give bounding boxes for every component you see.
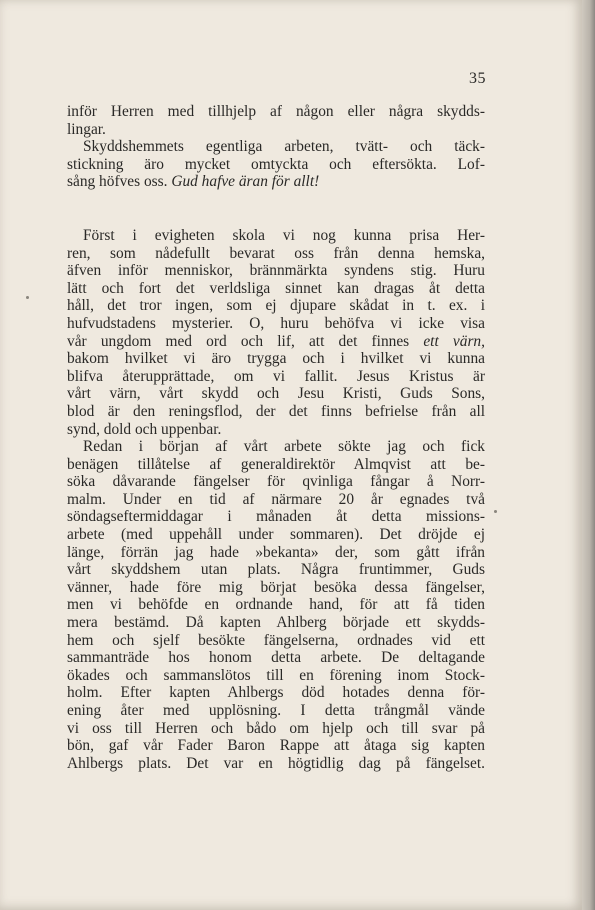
text-line xyxy=(67,579,485,597)
text-line xyxy=(67,438,485,456)
line-text: håll, det tror ingen, som ej djupare skådat in t. ex. i xyxy=(67,297,485,315)
line-text: vårt skyddshem utan plats. Några fruntimmer, Guds xyxy=(67,561,485,579)
text-line xyxy=(67,755,485,773)
text-line xyxy=(67,368,485,386)
text-line xyxy=(67,385,485,403)
text-line xyxy=(67,121,485,139)
text-line xyxy=(67,156,485,174)
text-line xyxy=(67,667,485,685)
text-line xyxy=(67,544,485,562)
text-line xyxy=(67,632,485,650)
line-text: vårt värn, vårt skydd och Jesu Kristi, Guds Sons, xyxy=(67,385,485,403)
line-text: söndagseftermiddagar i månaden åt detta missions- xyxy=(67,508,485,526)
text-line xyxy=(67,138,485,156)
italic-phrase: Gud hafve äran för allt! xyxy=(171,173,320,191)
text-line xyxy=(67,508,485,526)
paper-speck xyxy=(26,296,29,299)
text-line xyxy=(67,473,485,491)
line-text: blifva återupprättade, om vi fallit. Jesus Kristus är xyxy=(67,367,485,385)
line-text: vår ungdom med ord och lif, att det finnes xyxy=(67,332,410,350)
text-line xyxy=(67,702,485,720)
line-text: Först i evigheten skola vi nog kunna prisa Her- xyxy=(83,226,485,244)
line-text: äfven inför menniskor, brännmärkta syndens stig. Huru xyxy=(67,262,485,280)
page-edge-shadow xyxy=(582,0,595,910)
body-text xyxy=(67,103,485,772)
section-gap xyxy=(67,191,485,227)
text-line xyxy=(67,526,485,544)
text-line xyxy=(67,456,485,474)
line-text: vänner, hade före mig börjat besöka dessa fängelser, xyxy=(67,578,485,596)
line-text: blod är den reningsflod, der det finns befrielse från all xyxy=(67,402,485,420)
text-line xyxy=(67,684,485,702)
line-text: hem och sjelf besökte fängelserna, ordnades vid ett xyxy=(67,631,485,649)
text-line xyxy=(67,596,485,614)
text-line xyxy=(67,491,485,509)
text-line xyxy=(67,421,485,439)
line-text: hufvudstadens mysterier. O, huru behöfva vi icke visa xyxy=(67,314,485,332)
text-line xyxy=(67,350,485,368)
line-text: bön, gaf vår Fader Baron Rappe att åtaga sig kapten xyxy=(67,737,485,755)
line-text: Ahlbergs plats. Det var en högtidlig dag på fängelset. xyxy=(67,754,485,772)
line-text: sång höfves oss. xyxy=(67,173,168,191)
text-line xyxy=(67,315,485,333)
line-text: ren, som nådefullt bevarat oss från denna hemska, xyxy=(67,244,485,262)
line-text: inför Herren med tillhjelp af någon eller några skydds- xyxy=(67,103,485,120)
line-text: holm. Efter kapten Ahlbergs död hotades denna för- xyxy=(67,684,485,702)
line-text: men vi behöfde en ordnande hand, för att få tiden xyxy=(67,596,485,614)
text-line xyxy=(67,173,485,191)
italic-phrase: ett värn, xyxy=(423,332,485,350)
text-line xyxy=(67,737,485,755)
text-line xyxy=(67,245,485,263)
text-line xyxy=(67,333,485,351)
text-line xyxy=(67,297,485,315)
text-line xyxy=(67,649,485,667)
text-line xyxy=(67,561,485,579)
line-text: stickning äro mycket omtyckta och eftersökta. Lof- xyxy=(67,155,485,173)
line-text: synd, dold och uppenbar. xyxy=(67,420,222,438)
text-line xyxy=(67,103,485,121)
line-text: Skyddshemmets egentliga arbeten, tvätt- och täck- xyxy=(83,138,485,156)
line-text: ening åter med upplösning. I detta trångmål vände xyxy=(67,702,485,719)
line-text: söka dåvarande fängelser för qvinliga fångar å Norr- xyxy=(67,473,485,491)
line-text: benägen tillåtelse af generaldirektör Almqvist att be- xyxy=(67,455,485,473)
text-line xyxy=(67,262,485,280)
line-text: länge, förrän jag hade »bekanta» der, som gått ifrån xyxy=(67,543,485,561)
paper-speck xyxy=(494,510,497,513)
page-number: 35 xyxy=(469,70,486,87)
line-text: bakom hvilket vi äro trygga och i hvilket vi kunna xyxy=(67,350,485,368)
line-text: Redan i början af vårt arbete sökte jag och fick xyxy=(83,438,485,456)
line-text: sammanträde hos honom detta arbete. De deltagande xyxy=(67,649,485,667)
line-text: arbete (med uppehåll under sommaren). Det dröjde ej xyxy=(67,526,485,544)
text-line xyxy=(67,403,485,421)
text-line xyxy=(67,280,485,298)
text-line xyxy=(67,720,485,738)
text-line xyxy=(67,614,485,632)
text-line xyxy=(67,227,485,245)
line-text: malm. Under en tid af närmare 20 år egnades två xyxy=(67,490,485,508)
line-text: lingar. xyxy=(67,120,106,138)
line-text: lätt och fort det verldsliga sinnet kan dragas åt detta xyxy=(67,279,485,297)
line-text: mera bestämd. Då kapten Ahlberg började ett skydds- xyxy=(67,614,485,632)
line-text: vi oss till Herren och bådo om hjelp och till svar på xyxy=(67,719,485,737)
line-text: ökades och sammanslötos till en förening inom Stock- xyxy=(67,666,485,684)
